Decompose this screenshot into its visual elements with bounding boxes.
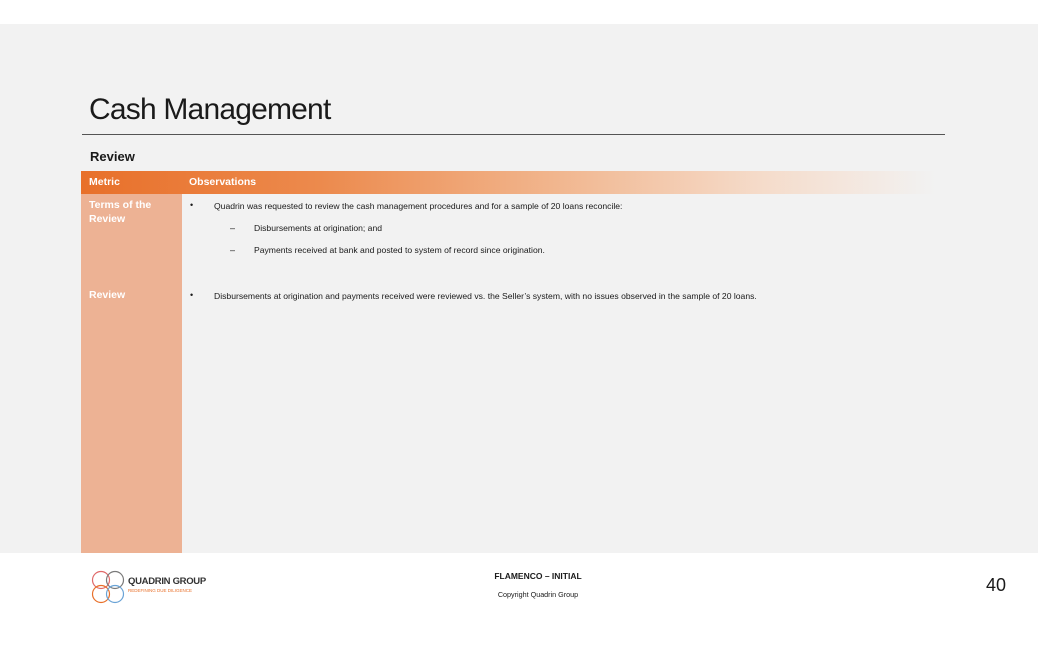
dash-marker: – (230, 245, 236, 255)
bullet-marker: • (190, 290, 194, 300)
logo-circles-icon (90, 569, 126, 607)
metric-label-terms: Terms of the Review (89, 199, 152, 225)
footer-copyright: Copyright Quadrin Group (497, 590, 579, 599)
logo-tagline: REDEFINING DUE DILIGENCE (128, 588, 193, 593)
footer-project-name: FLAMENCO – INITIAL (494, 571, 582, 581)
observations-column-header: Observations (189, 176, 257, 188)
company-logo (90, 569, 206, 607)
page-number: 40 (985, 575, 1006, 595)
title-divider (82, 134, 945, 135)
metric-column-header: Metric (89, 176, 120, 188)
sub-item-disbursements: Disbursements at origination; and (254, 223, 383, 233)
observation-terms-text: Quadrin was requested to review the cash management procedures and for a sample of 20 loans reconcile: (214, 201, 623, 211)
sub-item-payments: Payments received at bank and posted to system of record since origination. (254, 245, 545, 255)
metric-column (81, 194, 182, 553)
table-header (81, 171, 936, 194)
dash-marker: – (230, 223, 236, 233)
bullet-marker: • (190, 200, 194, 210)
section-subtitle: Review (90, 149, 135, 164)
observation-review-text: Disbursements at origination and payments received were reviewed vs. the Seller’s system, with no issues observed in the sample of 20 loans. (214, 291, 757, 301)
metric-label-review: Review (89, 289, 126, 301)
logo-name: QUADRIN GROUP (128, 576, 206, 587)
page-title: Cash Management (89, 93, 331, 126)
